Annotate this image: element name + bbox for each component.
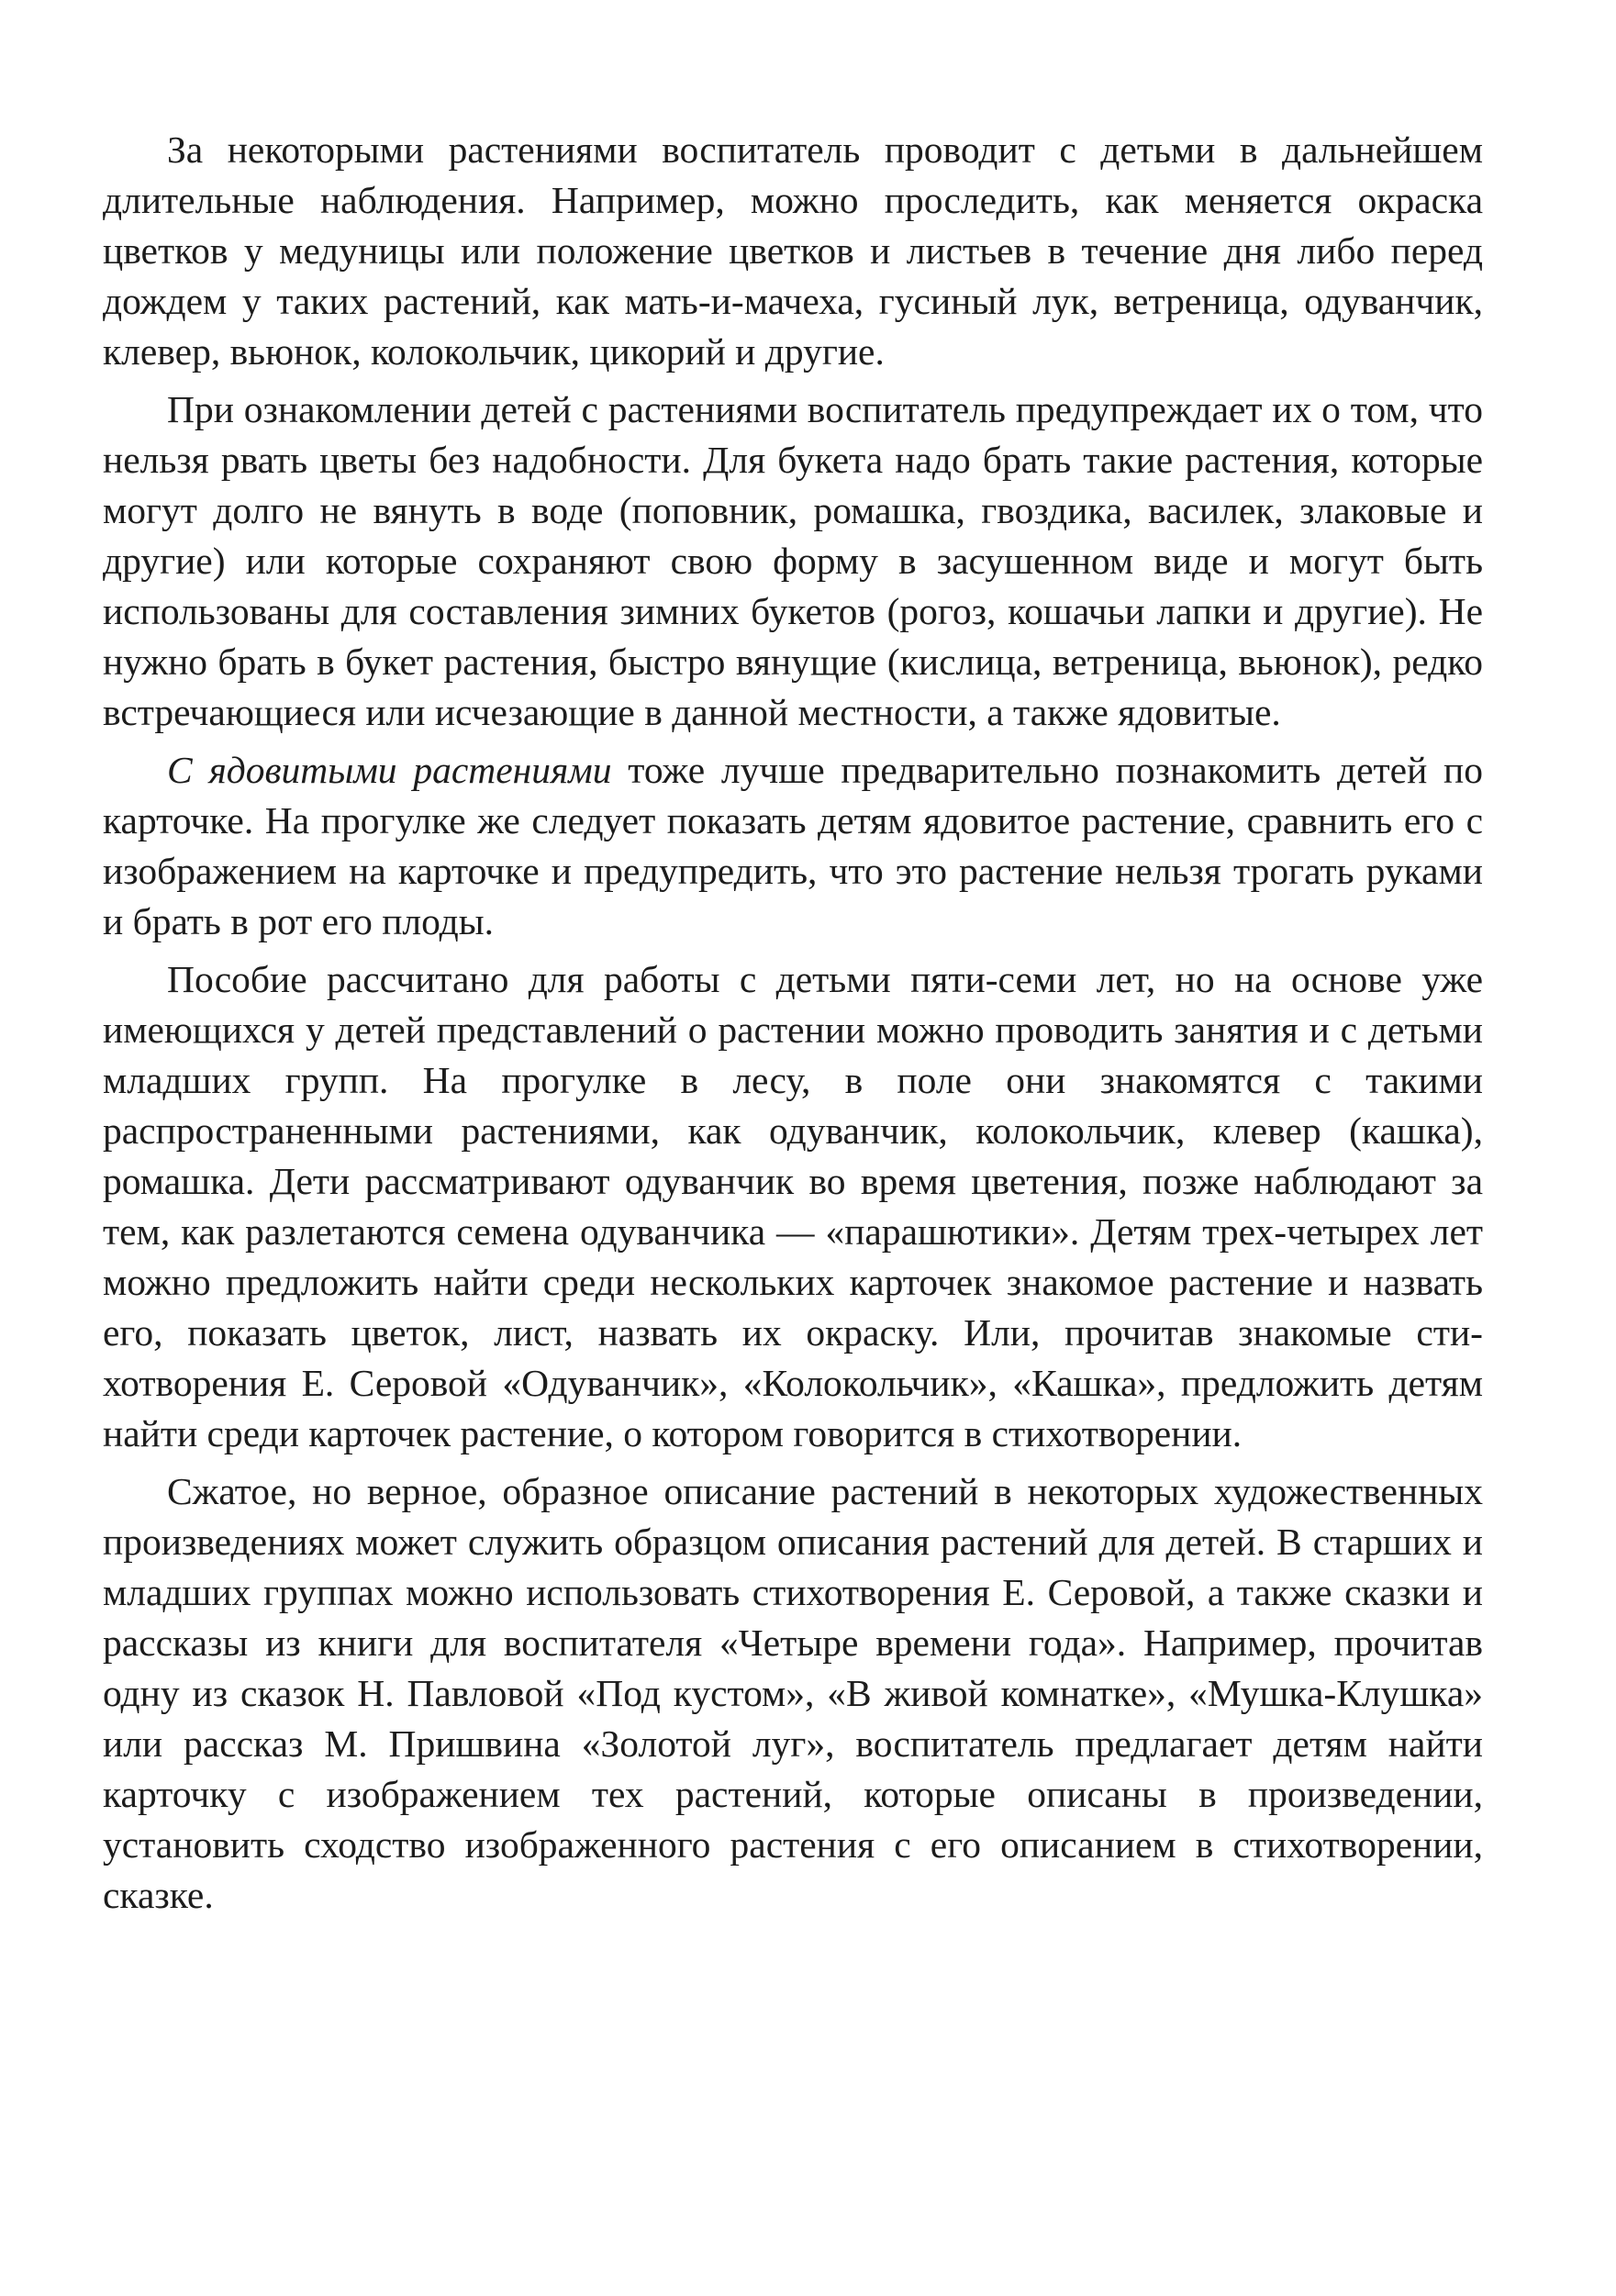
paragraph-long-term-observations: За некоторыми растениями воспитатель проводит с детьми в дальнейшем длительные наблюдения. Например, можно проследить, как меняется окраска цветков у медуницы или положение цветков и листьев в течение дня либо перед дождем у таких растений, как мать-и-мачеха, гусиный лук, ветреница, одуванчик, клевер, вьюнок, колокольчик, цикорий и другие. [103,128,1483,373]
emphasis-poisonous-plants: С ядовитыми растениями [167,749,612,791]
paragraph-bouquet-rules: При ознакомлении детей с растениями воспитатель предупреждает их о том, что нельзя рвать цветы без надобности. Для букета надо брать такие растения, которые могут долго не вянуть в воде (поповник, ромашка, гвоздика, василек, злаковые и другие) или которые сохраняют свою форму в засушенном виде и могут быть использованы для составления зимних букетов (рогоз, кошачьи лапки и другие). Не нужно брать в букет растения, быстро вянущие (кислица, ветреница, вьюнок), редко встречающиеся или исчезающие в данной местности, а также ядовитые. [103,388,1483,733]
paragraph-literary-descriptions: Сжатое, но верное, образное описание растений в некоторых художественных произведениях может служить образцом описания растений для детей. В старших и младших группах можно использовать стихотворения Е. Серовой, а также сказки и рассказы из книги для воспитателя «Четыре времени года». Например, прочитав одну из сказок Н. Павловой «Под кустом», «В живой комнатке», «Мушка-Клушка» или рассказ М. Пришвина «Золотой луг», воспитатель предлагает детям найти карточку с изображением тех растений, которые описаны в произведении, установить сходство изображенного растения с его описанием в стихотворении, сказке. [103,1470,1483,1916]
paragraph-poisonous-plants-body: тоже лучше предварительно познакомить детей по карточке. На прогулке же следует показать детям ядовитое растение, сравнить его с изображением на карточке и предупредить, что это растение нельзя трогать руками и брать в рот его плоды. [103,749,1484,942]
paragraph-poisonous-plants [103,745,1483,947]
paragraph-age-groups: Пособие рассчитано для работы с детьми пяти-семи лет, но на основе уже имеющихся у детей представлений о растении можно проводить занятия и с детьми младших групп. На прогулке в лесу, в поле они знакомятся с такими распространенными растениями, как одуванчик, колокольчик, клевер (кашка), ромашка. Дети рассматривают одуванчик во время цветения, позже наблюдают за тем, как разлетаются семена одуванчика — «парашютики». Детям трех-четырех лет можно предложить найти среди нескольких карточек знакомое растение и назвать его, показать цветок, лист, назвать их окраску. Или, прочитав знакомые стихотворения Е. Серовой «Одуванчик», «Колокольчик», «Кашка», предложить детям найти среди карточек растение, о котором говорится в стихотворении. [103,958,1483,1455]
page-text-block [103,125,1483,1921]
